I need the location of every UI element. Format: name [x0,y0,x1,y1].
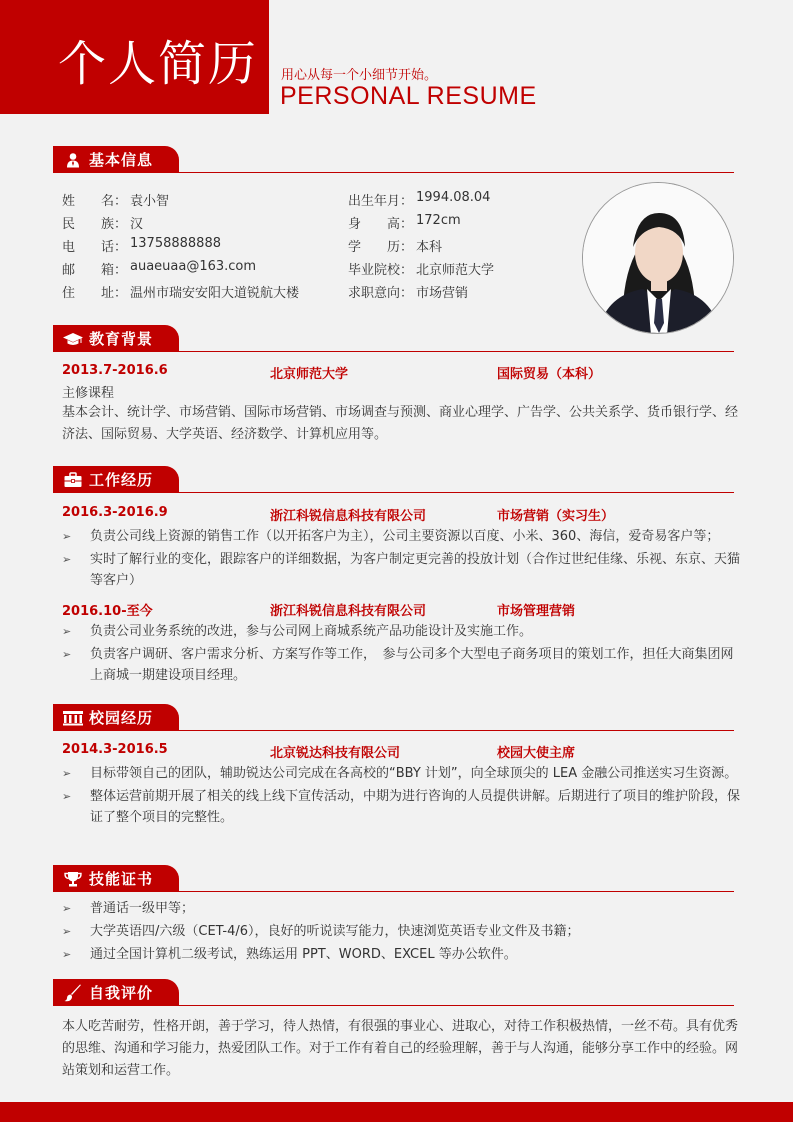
arrowhead-bullet-icon: ➢ [62,530,72,543]
basic-info-right-value: 北京师范大学 [416,263,495,278]
resume-title-cn: 个人简历 [58,36,259,92]
basic-info-left-label: 民 族： [62,217,128,232]
basic-info-left-label: 邮 箱： [62,263,128,278]
footer-bar [0,1102,793,1122]
list-item: ➢ 整体运营前期开展了相关的线上线下宣传活动，中期为进行咨询的人员提供讲解。后期进行了项目的维护阶段，保证了整个项目的完整性。 [62,786,742,828]
self-evaluation-text: 本人吃苦耐劳，性格开朗，善于学习，待人热情，有很强的事业心、进取心，对待工作积极热情，一丝不苟。具有优秀的思维、沟通和学习能力，热爱团队工作。对于工作有着自己的经验理解，善于与人沟通，能够分享工作中的经验。网站策划和运营工作。 [62,1019,739,1078]
section-title: 校园经历 [89,709,154,727]
list-item: ➢ 通过全国计算机二级考试，熟练运用 PPT、WORD、EXCEL 等办公软件。 [62,944,742,965]
arrowhead-bullet-icon: ➢ [62,948,72,961]
basic-info-left-label: 电 话： [62,240,128,255]
basic-info-left-value: 13758888888 [130,236,221,251]
basic-info-right-label: 身 高： [348,217,414,232]
list-item: ➢ 目标带领自己的团队，辅助锐达公司完成在各高校的“BBY 计划”，向全球顶尖的 LEA 金融公司推送实习生资源。 [62,763,742,784]
education-major: 国际贸易（本科） [497,367,602,382]
section-self-evaluation [53,979,734,1006]
basic-info-right-value: 172cm [416,213,461,228]
section-title: 基本信息 [89,151,154,169]
work-1-duties [62,526,742,593]
work-2-duties [62,621,742,688]
section-tab [53,865,179,892]
section-campus-experience [53,704,734,731]
profile-photo [582,182,734,334]
section-tab [53,704,179,731]
list-item: ➢ 负责客户调研、客户需求分析、方案写作等工作， 参与公司多个大型电子商务项目的策划工作，担任大商集团网上商城一期建设项目经理。 [62,644,742,686]
slogan: 用心从每一个小细节开始。 [281,68,438,83]
basic-info-left-value: 袁小智 [130,194,170,209]
trophy-icon [63,869,83,889]
brush-icon [63,983,83,1003]
section-tab [53,146,179,173]
person-icon [63,150,83,170]
list-item: ➢ 负责公司业务系统的改进，参与公司网上商城系统产品功能设计及实施工作。 [62,621,742,642]
work-2-period: 2016.10-至今 [62,604,153,619]
list-item: ➢ 普通话一级甲等； [62,898,742,919]
arrowhead-bullet-icon: ➢ [62,790,72,803]
basic-info-right-label: 出生年月： [348,194,414,209]
arrowhead-bullet-icon: ➢ [62,648,72,661]
basic-info-left-label: 姓 名： [62,194,128,209]
courses-title: 主修课程 [62,386,115,401]
section-work-experience [53,466,734,493]
briefcase-icon [63,470,83,490]
arrowhead-bullet-icon: ➢ [62,902,72,915]
section-title: 自我评价 [89,984,154,1002]
arrowhead-bullet-icon: ➢ [62,553,72,566]
work-1-company: 浙江科锐信息科技有限公司 [270,509,427,524]
education-school: 北京师范大学 [270,367,349,382]
campus-company: 北京锐达科技有限公司 [270,746,401,761]
campus-duties [62,763,742,830]
campus-role: 校园大使主席 [497,746,576,761]
section-title: 教育背景 [89,330,154,348]
basic-info-right-label: 学 历： [348,240,414,255]
basic-info-left-label: 住 址： [62,286,128,301]
resume-title-en: PERSONAL RESUME [280,82,537,110]
section-education [53,325,734,352]
courses-list: 基本会计、统计学、市场营销、国际市场营销、市场调查与预测、商业心理学、广告学、公共关系学、货币银行学、经济法、国际贸易、大学英语、经济数学、计算机应用等。 [62,405,739,442]
building-icon [63,708,83,728]
work-1-role: 市场营销（实习生） [497,509,615,524]
basic-info-right-value: 1994.08.04 [416,190,491,205]
basic-info-left-value: 温州市瑞安安阳大道锐航大楼 [130,286,300,301]
graduation-cap-icon [63,329,83,349]
arrowhead-bullet-icon: ➢ [62,925,72,938]
basic-info-left-value: 汉 [130,217,144,232]
section-tab [53,979,179,1006]
basic-info-left-value: auaeuaa@163.com [130,259,257,274]
arrowhead-bullet-icon: ➢ [62,767,72,780]
section-tab [53,325,179,352]
work-1-period: 2016.3-2016.9 [62,505,168,520]
section-skills [53,865,734,892]
education-period: 2013.7-2016.6 [62,363,168,378]
work-2-company: 浙江科锐信息科技有限公司 [270,604,427,619]
basic-info-right-value: 市场营销 [416,286,469,301]
basic-info-right-label: 毕业院校： [348,263,414,278]
basic-info-right-label: 求职意向： [348,286,414,301]
section-basic-info [53,146,734,173]
arrowhead-bullet-icon: ➢ [62,625,72,638]
work-2-role: 市场管理营销 [497,604,576,619]
skills-list [62,898,742,967]
section-title: 工作经历 [89,471,154,489]
list-item: ➢ 实时了解行业的变化，跟踪客户的详细数据，为客户制定更完善的投放计划（合作过世纪佳缘、乐视、东京、天猫等客户） [62,549,742,591]
section-tab [53,466,179,493]
campus-period: 2014.3-2016.5 [62,742,168,757]
list-item: ➢ 负责公司线上资源的销售工作（以开拓客户为主），公司主要资源以百度、小米、360、海信，爱奇易客户等； [62,526,742,547]
list-item: ➢ 大学英语四/六级（CET-4/6），良好的听说读写能力，快速浏览英语专业文件及书籍； [62,921,742,942]
title-banner [0,0,269,114]
basic-info-right-value: 本科 [416,240,443,255]
section-title: 技能证书 [89,870,154,888]
